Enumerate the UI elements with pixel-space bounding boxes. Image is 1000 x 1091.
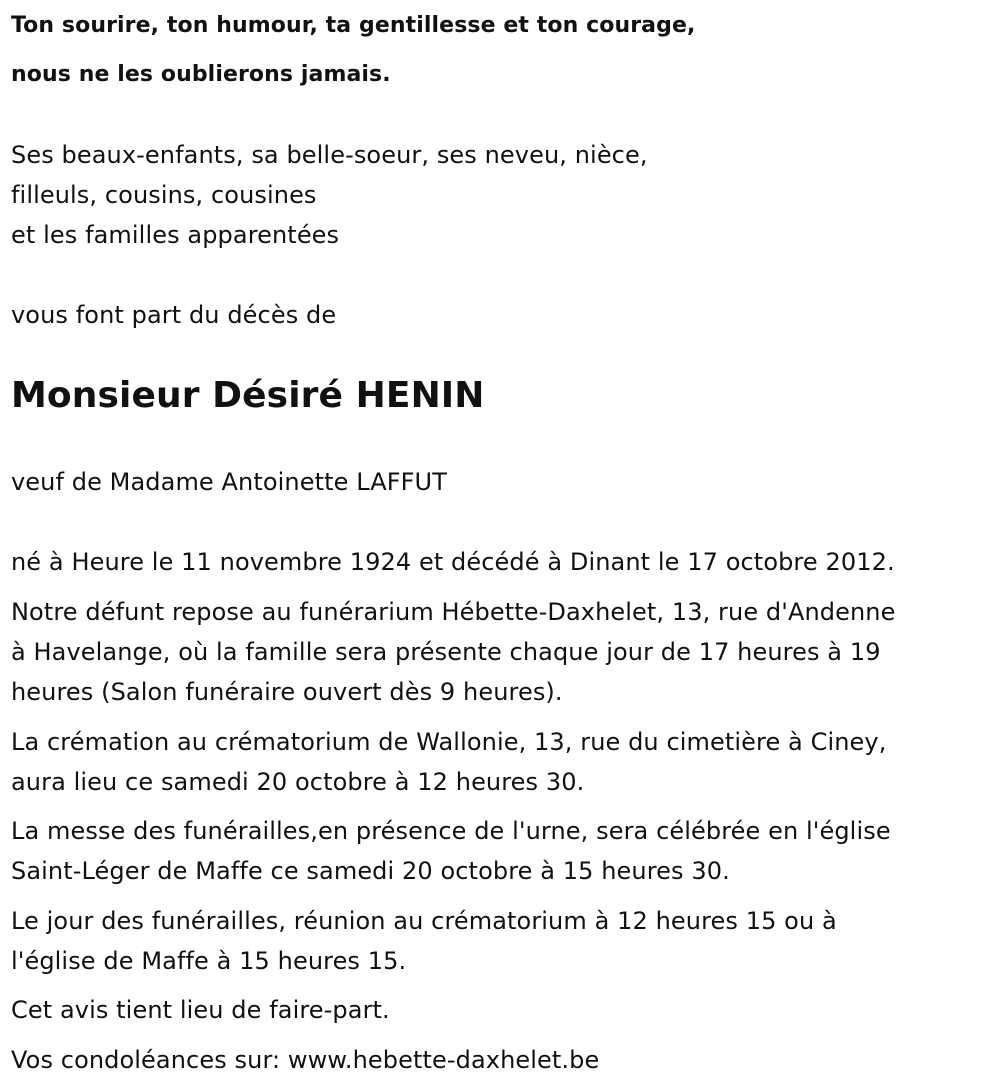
meeting-line-1: Le jour des funérailles, réunion au crématorium à 12 heures 15 ou à [11,907,837,935]
family-line-3: et les familles apparentées [11,221,340,249]
epigraph-line-1: Ton sourire, ton humour, ta gentillesse et ton courage, [11,13,696,38]
epigraph-line-2: nous ne les oublierons jamais. [11,62,391,87]
funerarium-line-3: heures (Salon funéraire ouvert dès 9 heures). [11,678,563,706]
birth-death-text: né à Heure le 11 novembre 1924 et décédé à Dinant le 17 octobre 2012. [11,548,895,576]
notice-text: Cet avis tient lieu de faire-part. [11,996,390,1024]
funerarium-line-2: à Havelange, où la famille sera présente chaque jour de 17 heures à 19 [11,638,881,666]
mass-line-2: Saint-Léger de Maffe ce samedi 20 octobre à 15 heures 30. [11,857,730,885]
funerarium-line-1: Notre défunt repose au funérarium Hébette-Daxhelet, 13, rue d'Andenne [11,598,896,626]
mass-line-1: La messe des funérailles,en présence de l'urne, sera célébrée en l'église [11,817,891,845]
announcement-text: vous font part du décès de [11,301,337,329]
cremation-line-2: aura lieu ce samedi 20 octobre à 12 heures 30. [11,768,585,796]
spouse-text: veuf de Madame Antoinette LAFFUT [11,468,447,496]
family-line-2: filleuls, cousins, cousines [11,181,317,209]
cremation-line-1: La crémation au crématorium de Wallonie, 13, rue du cimetière à Ciney, [11,728,887,756]
meeting-line-2: l'église de Maffe à 15 heures 15. [11,947,407,975]
condolences-text: Vos condoléances sur: www.hebette-daxhelet.be [11,1046,600,1074]
deceased-name: Monsieur Désiré HENIN [11,375,485,416]
family-line-1: Ses beaux-enfants, sa belle-soeur, ses neveu, nièce, [11,141,648,169]
